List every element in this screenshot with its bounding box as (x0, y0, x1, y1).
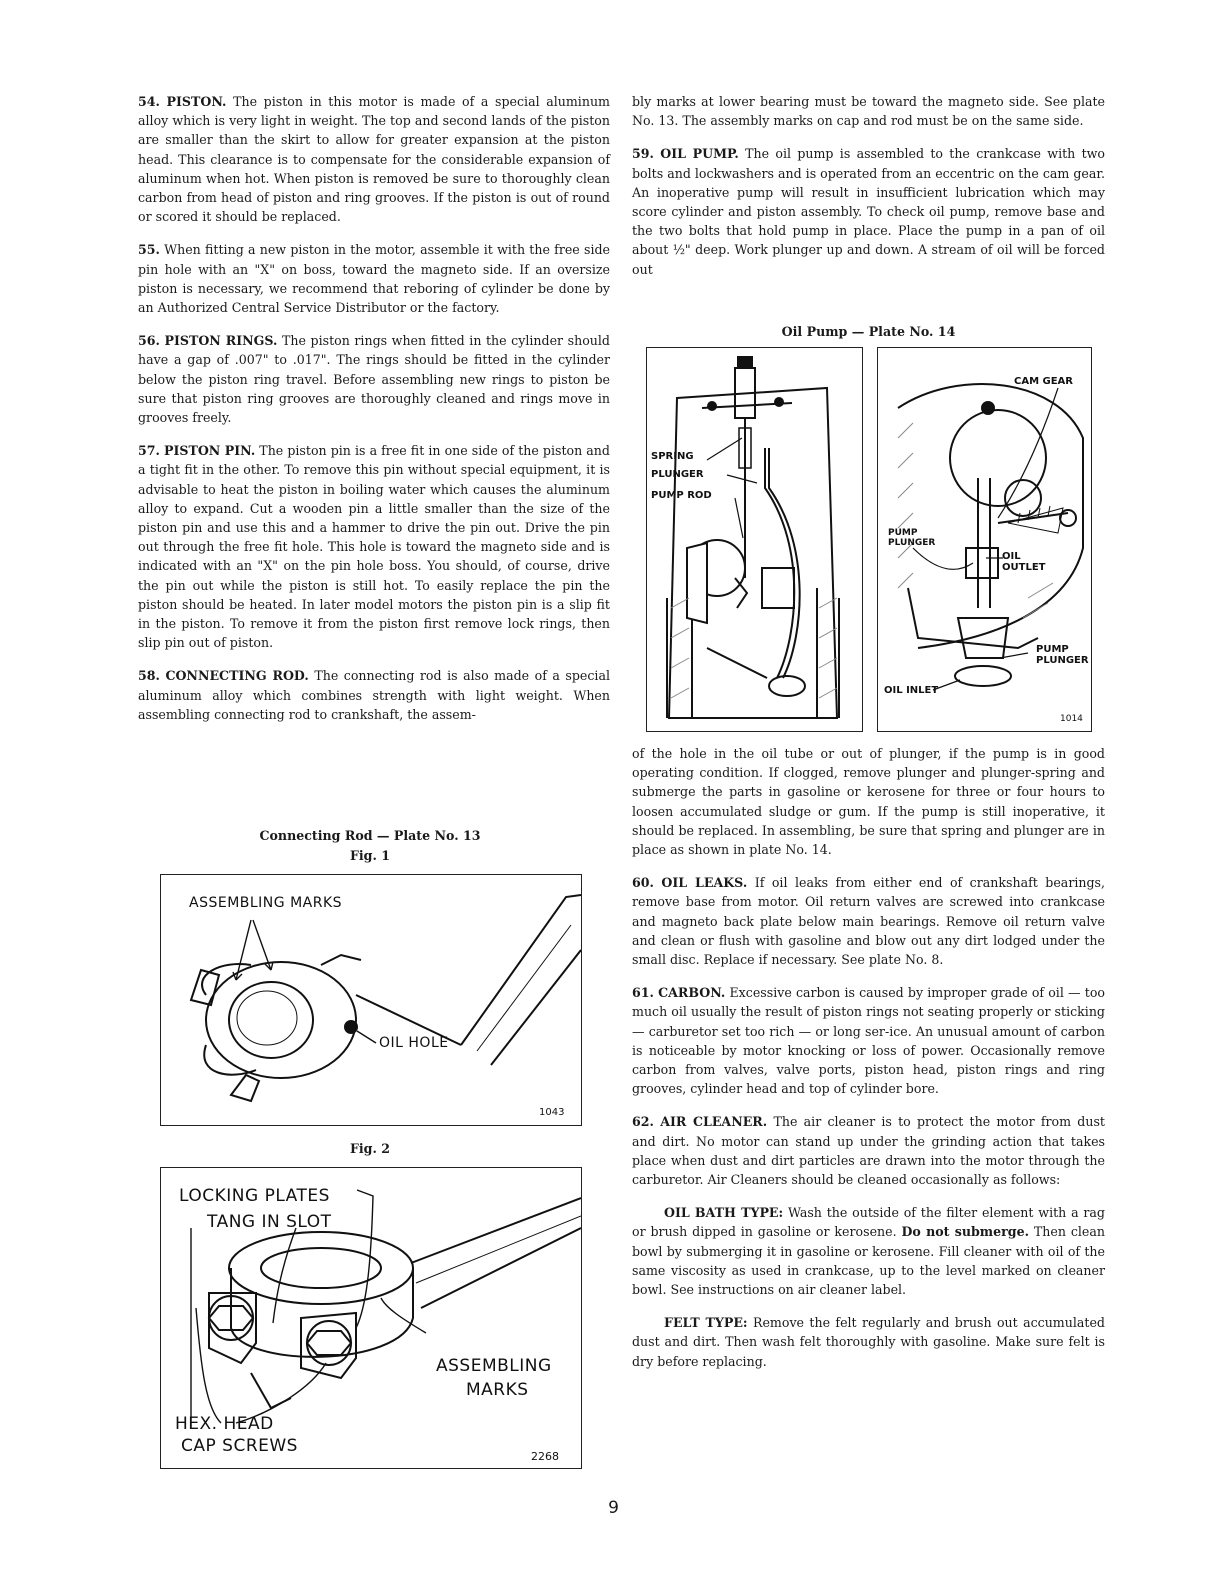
connecting-rod-drawing-1 (161, 875, 581, 1125)
plate13-fig1-label: Fig. 1 (349, 848, 391, 863)
fig2-hex-head-label: HEX. HEAD (175, 1414, 274, 1434)
paragraph-55: 55. When fitting a new piston in the motor, assemble it with the free side pin hole with an "X" on boss, toward the magneto side. If an oversize piston is necessary, we recommend that reboring of cylinder be done by an Authorized Central Service Distributor or the factory. (138, 242, 610, 316)
right-column-bottom (632, 744, 1105, 1385)
paragraph-59: 59. OIL PUMP. The oil pump is assembled to the crankcase with two bolts and lockwashers and is operated from an eccentric on the cam gear. An inoperative pump will result in insufficient lubrication which may score cylinder and piston assembly. To check oil pump, remove base and the two bolts that hold pump in place. Place the pump in a pan of oil about ½" deep. Work plunger up and down. A stream of oil will be forced out (632, 146, 1105, 277)
left-column (138, 92, 610, 738)
pump-plunger-bottom-label-1: PUMP (1036, 644, 1069, 655)
oil-pump-left-svg (647, 348, 862, 731)
fig2-tang-in-slot-label: TANG IN SLOT (207, 1212, 332, 1232)
paragraph-54: 54. PISTON. The piston in this motor is made of a special aluminum alloy which is very light in weight. The top and second lands of the piston are smaller than the skirt to allow for greater expansion at the piston head. This clearance is to compensate for the considerable expansion of aluminum when hot. When piston is removed be sure to thoroughly clean carbon from head of piston and ring grooves. If the piston is out of round or scored it should be replaced. (138, 94, 611, 225)
connecting-rod-fig1 (160, 874, 582, 1126)
oil-pump-right-drawing (877, 347, 1092, 732)
cam-gear-label: CAM GEAR (1014, 376, 1073, 387)
page-number: 9 (608, 1498, 619, 1518)
fig2-code: 2268 (531, 1450, 559, 1463)
felt-paragraph: FELT TYPE: Remove the felt regularly and brush out accumulated dust and dirt. Then wash felt thoroughly with gasoline. Make sure felt is dry before replacing. (632, 1315, 1105, 1369)
pump-rod-label: PUMP ROD (651, 490, 712, 501)
spring-label: SPRING (651, 451, 694, 462)
paragraph-62: 62. AIR CLEANER. The air cleaner is to protect the motor from dust and dirt. No motor can stand up under the grinding action that takes place when dust and dirt particles are drawn into the motor through the carburetor. Air Cleaners should be cleaned occasionally as follows: (632, 1114, 1105, 1188)
pump-plunger-top-label: PUMP PLUNGER (888, 528, 936, 548)
plate13-fig2-label: Fig. 2 (349, 1141, 391, 1156)
oil-outlet-label-2: OUTLET (1002, 562, 1046, 573)
pump-plunger-bottom-label-2: PLUNGER (1036, 655, 1089, 666)
fig2-locking-plates-label: LOCKING PLATES (179, 1186, 330, 1206)
paragraph-60: 60. OIL LEAKS. If oil leaks from either end of crankshaft bearings, remove base from motor. Oil return valves are screwed into crankcase and magneto back plate below main bearings. Remove oil return valve and clean or flush with gasoline and blow out any dirt lodged under the small disc. Replace if necessary. See plate No. 8. (632, 875, 1106, 968)
fig1-oil-hole-label: OIL HOLE (379, 1035, 449, 1051)
fig2-cap-screws-label: CAP SCREWS (181, 1436, 298, 1456)
paragraph-61: 61. CARBON. Excessive carbon is caused by improper grade of oil — too much oil usually the result of piston rings not seating properly or sticking — carburetor set too rich — or long ser‑ice. An unusual amount of carbon is noticeable by motor knocking or loss of power. Occasionally remove carbon from valves, valve ports, piston head, piston rings and ring grooves, cylinder head and top of cylinder bore. (632, 985, 1105, 1097)
plate13-caption: Connecting Rod — Plate No. 13 (259, 828, 481, 843)
paragraph-57: 57. PISTON PIN. The piston pin is a free fit in one side of the piston and a tight fit in the other. To remove this pin without special equipment, it is advisable to heat the piston in boiling water which causes the aluminum alloy to expand. Cut a wooden pin a little smaller than the size of the piston pin and use this and a hammer to drive the pin out. Drive the pin out through the free fit hole. This hole is toward the magneto side and is indicated with an "X" on the pin hole boss. You should, of course, drive the pin out while the piston is still hot. To easily replace the pin the piston should be heated. In later model motors the piston pin is a slip fit in the piston. To remove it from the piston first remove lock rings, then slip pin out of piston. (138, 443, 610, 651)
plate14-caption: Oil Pump — Plate No. 14 (781, 324, 956, 339)
fig2-marks-label: MARKS (466, 1380, 529, 1400)
paragraph-58: 58. CONNECTING ROD. The connecting rod is also made of a special aluminum alloy which combines strength with light weight. When assembling connecting rod to crankshaft, the assem- (138, 668, 610, 722)
oil-outlet-label-1: OIL (1002, 551, 1021, 562)
plate14-code: 1014 (1060, 714, 1083, 724)
oil-bath-paragraph: OIL BATH TYPE: Wash the outside of the filter element with a rag or brush dipped in gasoline or kerosene. Do not submerge. Then clean bowl by submerging it in gasoline or kerosene. Fill cleaner with oil of the same viscosity as used in crankcase, up to the level marked on cleaner bowl. See instructions on air cleaner label. (632, 1205, 1105, 1298)
paragraph-58-continued: bly marks at lower bearing must be toward the magneto side. See plate No. 13. The assembly marks on cap and rod must be on the same side. (632, 94, 1105, 129)
plunger-label: PLUNGER (651, 469, 704, 480)
paragraph-59-continued: of the hole in the oil tube or out of plunger, if the pump is in good operating condition. If clogged, remove plunger and plunger-spring and submerge the parts in gasoline or kerosene for three or four hours to loosen accumulated sludge or gum. If the pump is still inoperative, it should be replaced. In assembling, be sure that spring and plunger are in place as shown in plate No. 14. (632, 746, 1105, 858)
oil-inlet-label: OIL INLET (884, 685, 939, 696)
fig2-assembling-label: ASSEMBLING (436, 1356, 552, 1376)
fig1-assembling-marks-label: ASSEMBLING MARKS (189, 895, 343, 911)
oil-pump-left-drawing (646, 347, 863, 732)
paragraph-56: 56. PISTON RINGS. The piston rings when fitted in the cylinder should have a gap of .007" to .017". The rings should be fitted in the cylinder below the piston ring travel. Before assembling new rings to piston be sure that piston ring grooves are thoroughly cleaned and rings move in grooves freely. (138, 333, 610, 426)
connecting-rod-fig2 (160, 1167, 582, 1469)
fig1-code: 1043 (539, 1107, 565, 1118)
right-column-top (632, 92, 1105, 293)
